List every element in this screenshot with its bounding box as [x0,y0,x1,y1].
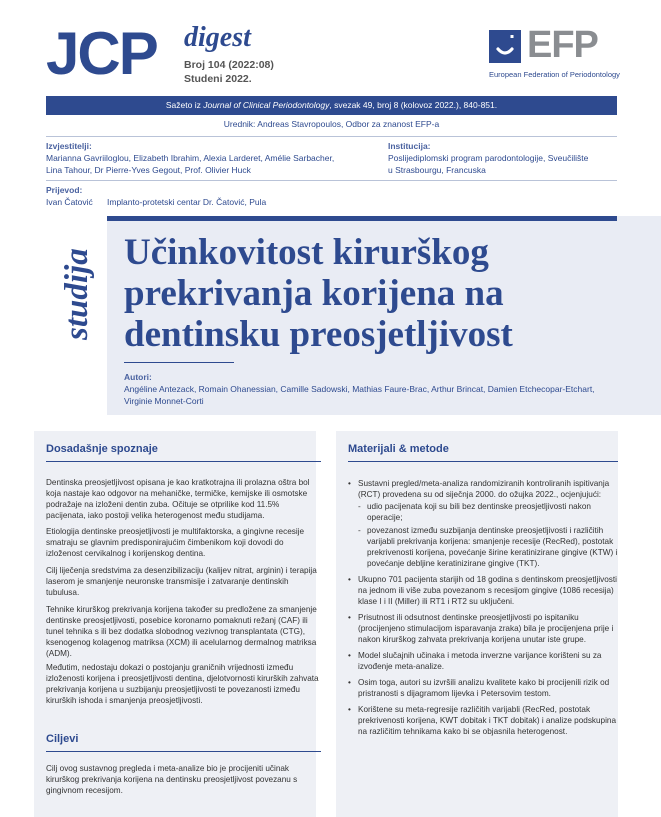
list-item [348,704,618,737]
list-item [358,501,618,523]
list-item [348,612,618,645]
issue-info [184,58,274,86]
authors-label: Autori: [124,372,152,382]
background-p2: Etiologija dentinske preosjetljivosti je multifaktorska, a gingivne recesije smatraju se glavnim predisponirajućim čimbenikom koji dovodi do izloženost cervikalnog i korijenskog dentina. [46,527,305,558]
efp-full-name: European Federation of Periodontology [489,70,620,79]
editor-line: Urednik: Andreas Stavropoulos, Odbor za znanost EFP-a [223,119,440,129]
methods-rule [348,461,618,462]
presenters-line: Lina Tahour, Dr Pierre-Yves Gegout, Prof. Olivier Huck [46,165,251,175]
study-tag: studija [59,248,95,340]
background-p4: Tehnike kirurškog prekrivanja korijena također su predložene za smanjenje dentinske preosjetljivosti, posebice koronarno pomaknuti režanj (CAF) ili tunel tehnika s ili bez dodatka slobodnog vezivnog transplantata (CTG), ksenogenog kolagenog matriksa (XCM) ili acelularnog dermalnog matriksa (ADM). [46,605,317,658]
methods-heading: Materijali & metode [348,443,449,455]
translation-label: Prijevod: [46,185,83,195]
translator-name: Ivan Čatović [46,197,93,207]
sub-list [358,501,618,569]
aims-p1: Cilj ovog sustavnog pregleda i meta-analize bio je procijeniti učinak kirurškog prekrivanja korijena na dentinsku preosjetljivost povezanu s gingivnom recesijom. [46,764,298,795]
list-item-text: Prisutnost ili odsutnost dentinske preosjetljivosti po ispitaniku (procijenjeno stimulacijom isparavanja zraka) bila je procijenjena prije i nakon kirurškog zahvata prekrivanja korijena unutar iste grupe. [358,613,614,644]
institution-line: Poslijediplomski program parodontologije, Sveučilište [388,153,589,163]
list-item-text: Osim toga, autori su izvršili analizu kvalitete kako bi procijenili rizik od pristranosti s dijagramom lijevka i Petersovim testom. [358,678,610,698]
aims-rule [46,751,321,752]
source-suffix: , svezak 49, broj 8 (kolovoz 2022.), 840-851. [329,100,498,110]
issue-date: Studeni 2022. [184,73,252,85]
background-heading: Dosadašnje spoznaje [46,443,158,455]
list-item [348,574,618,607]
list-item-text: Korištene su meta-regresije različitih varijabli (RecRed, postotak prekrivenosti korijena, KWT dobitak i TKT dobitak) i analize podskupina na različitim tehnikama kako bi se objasnila heterogenost. [358,705,617,736]
list-item [348,478,618,569]
list-item-text: udio pacijenata koji su bili bez dentinske preosjetljivosti nakon operacije; [367,502,591,522]
source-journal: Journal of Clinical Periodontology [203,100,330,110]
source-bar [46,96,617,115]
efp-logo-icon [489,30,521,63]
divider [46,180,617,181]
background-p3: Cilj liječenja sredstvima za desenzibilizaciju (kalijev nitrat, arginin) i terapija laserom je smanjenje neuronske transmisije i zatvaranje dentinskih tubulusa. [46,566,317,597]
presenters-label: Izvjestitelji: [46,141,92,151]
issue-number: Broj 104 (2022:08) [184,59,274,71]
background-p5: Međutim, nedostaju dokazi o postojanju graničnih vrijednosti između izloženosti korijena i preosjetljivosti dentina, djelotvornosti kirurških zahvata prekrivanja korijena u suzbijanju preosjetljivosti te povezanosti između kirurških ishoda i smanjenja preosjetljivosti. [46,663,319,705]
background-rule [46,461,321,462]
institution-label: Institucija: [388,141,431,151]
list-item [348,677,618,699]
presenters-names [46,152,334,176]
methods-list [348,478,618,742]
background-p1: Dentinska preosjetljivost opisana je kao kratkotrajna ili prolazna oštra bol koja nastaje kao odgovor na mehaničke, termičke, kemijske ili osmotske podražaje na izloženi dentin zuba. Očituje se otprilike kod 11.5% pacijenata, iako postoji velika heterogenost među studijama. [46,478,310,520]
source-prefix: Sažeto iz [165,100,204,110]
jcp-logo: JCP [46,20,157,87]
institution-text [388,152,588,176]
page-title: Učinkovitost kirurškog prekrivanja korijena na dentinsku preosjetljivost [124,232,513,355]
presenters-line: Marianna Gavriiloglou, Elizabeth Ibrahim, Alexia Larderet, Amélie Sarbacher, [46,153,335,163]
divider [46,136,617,137]
list-item-text: Sustavni pregled/meta-analiza randomiziranih kontroliranih ispitivanja (RCT) provedena su od siječnja 2000. do ožujka 2022., ocjenjujući: [358,479,610,499]
title-rule [124,362,234,363]
aims-heading: Ciljevi [46,733,79,745]
digest-logo: digest [184,22,251,53]
title-stripe [107,216,617,221]
translator-place: Implanto-protetski centar Dr. Čatović, Pula [107,197,267,207]
list-item [348,650,618,672]
institution-line: u Strasbourgu, Francuska [388,165,486,175]
list-item-text: Model slučajnih učinaka i metoda inverzne varijance korišteni su za izvođenje meta-analize. [358,651,602,671]
list-item-text: Ukupno 701 pacijenta starijih od 18 godina s dentinskom preosjetljivosti na jednom ili više zuba povezanom s recesijom gingive (1086 recesija) klase I i II (Miller) ili RT1 i RT2 su uključeni. [358,575,617,606]
efp-logo: EFP [527,24,598,66]
authors-list: Angéline Antezack, Romain Ohanessian, Camille Sadowski, Mathias Faure-Brac, Arthur Brincat, Damien Etchecopar-Etchart, Virginie Monnet-Corti [124,384,595,406]
list-item [358,525,618,569]
list-item-text: povezanost između suzbijanja dentinske preosjetljivosti i različitih varijabli prekrivanja korijena: smanjenje recesije (RecRed), postotak prekrivenosti korijena, povećanje širine keratinizirane gingive (KTW) i povećanje debljine keratinizirane gingive (TKT). [367,526,618,568]
